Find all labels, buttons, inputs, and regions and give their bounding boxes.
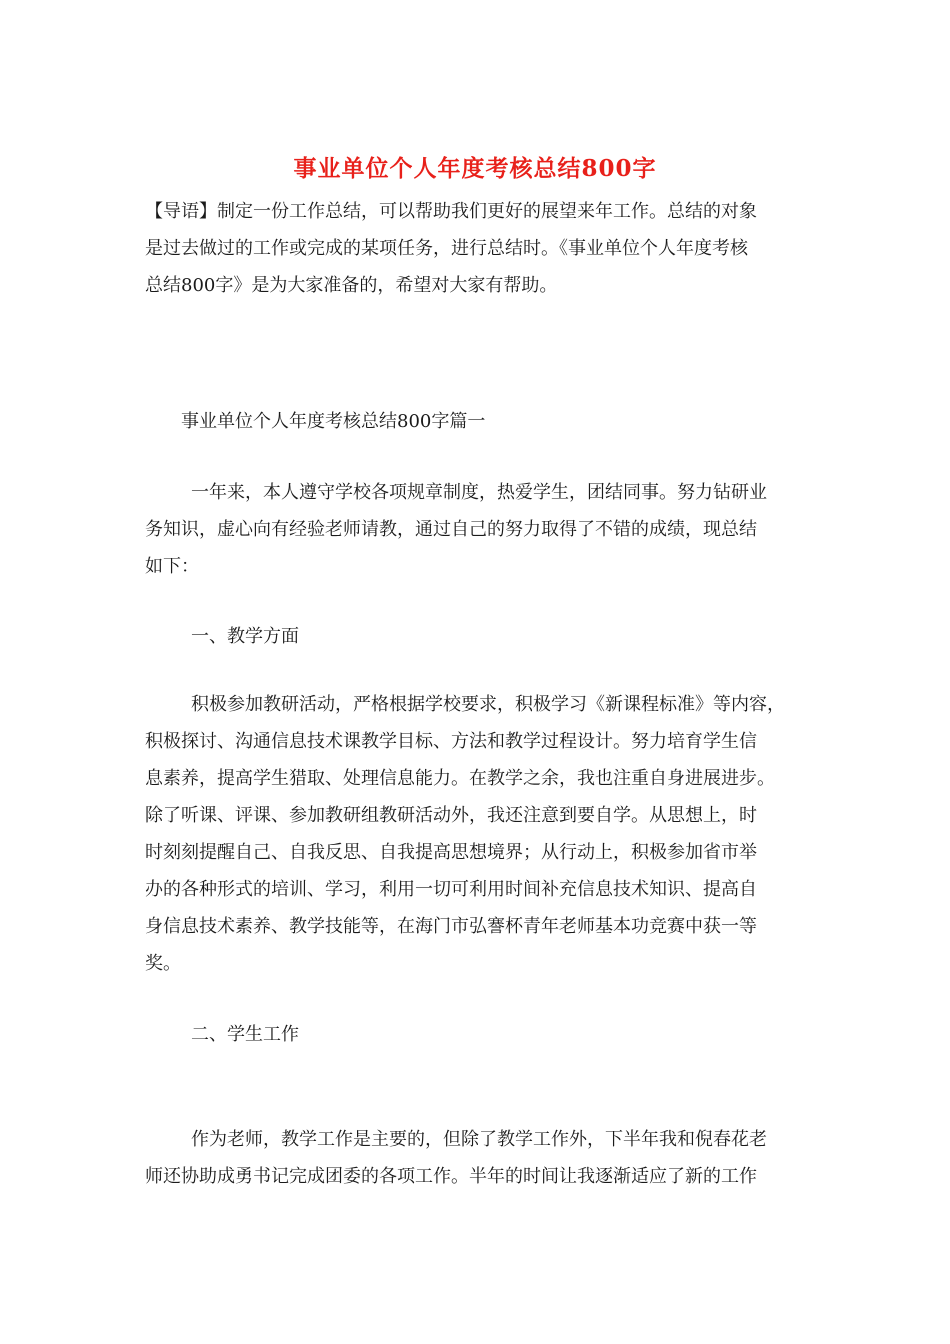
paragraph-line: 如下：: [145, 556, 199, 577]
intro-line: 【导语】制定一份工作总结，可以帮助我们更好的展望来年工作。总结的对象: [145, 201, 757, 222]
section-title: 事业单位个人年度考核总结800字篇一: [181, 411, 486, 432]
document-title: 事业单位个人年度考核总结800字: [293, 155, 657, 182]
paragraph-line: 师还协助成勇书记完成团委的各项工作。半年的时间让我逐渐适应了新的工作: [145, 1166, 757, 1187]
paragraph-line: 办的各种形式的培训、学习，利用一切可利用时间补充信息技术知识、提高自: [145, 879, 757, 900]
heading-text: 二、学生工作: [191, 1024, 299, 1045]
paragraph-2: [145, 686, 825, 982]
paragraph-line: 时刻刻提醒自己、自我反思、自我提高思想境界；从行动上，积极参加省市举: [145, 842, 757, 863]
paragraph-line: 作为老师，教学工作是主要的，但除了教学工作外，下半年我和倪春花老: [191, 1129, 767, 1150]
paragraph-line: 积极探讨、沟通信息技术课教学目标、方法和教学过程设计。努力培育学生信: [145, 731, 757, 752]
intro-paragraph: [145, 193, 825, 304]
paragraph-line: 一年来，本人遵守学校各项规章制度，热爱学生，团结同事。努力钻研业: [191, 482, 767, 503]
paragraph-line: 奖。: [145, 953, 181, 974]
heading-teaching: [145, 618, 825, 655]
intro-line: 总结800字》是为大家准备的，希望对大家有帮助。: [145, 275, 558, 296]
heading-text: 一、教学方面: [191, 626, 299, 647]
heading-student-work: [145, 1016, 825, 1053]
paragraph-line: 息素养，提高学生猎取、处理信息能力。在教学之余，我也注重自身进展进步。: [145, 768, 775, 789]
paragraph-line: 务知识，虚心向有经验老师请教，通过自己的努力取得了不错的成绩，现总结: [145, 519, 757, 540]
intro-line: 是过去做过的工作或完成的某项任务，进行总结时。《事业单位个人年度考核: [145, 238, 748, 259]
paragraph-line: 积极参加教研活动，严格根据学校要求，积极学习《新课程标准》等内容，: [191, 694, 785, 715]
section-heading: [145, 403, 825, 440]
paragraph-line: 除了听课、评课、参加教研组教研活动外，我还注意到要自学。从思想上，时: [145, 805, 757, 826]
paragraph-line: 身信息技术素养、教学技能等，在海门市弘謇杯青年老师基本功竞赛中获一等: [145, 916, 757, 937]
paragraph-1: [145, 474, 825, 585]
paragraph-3: [145, 1121, 825, 1195]
